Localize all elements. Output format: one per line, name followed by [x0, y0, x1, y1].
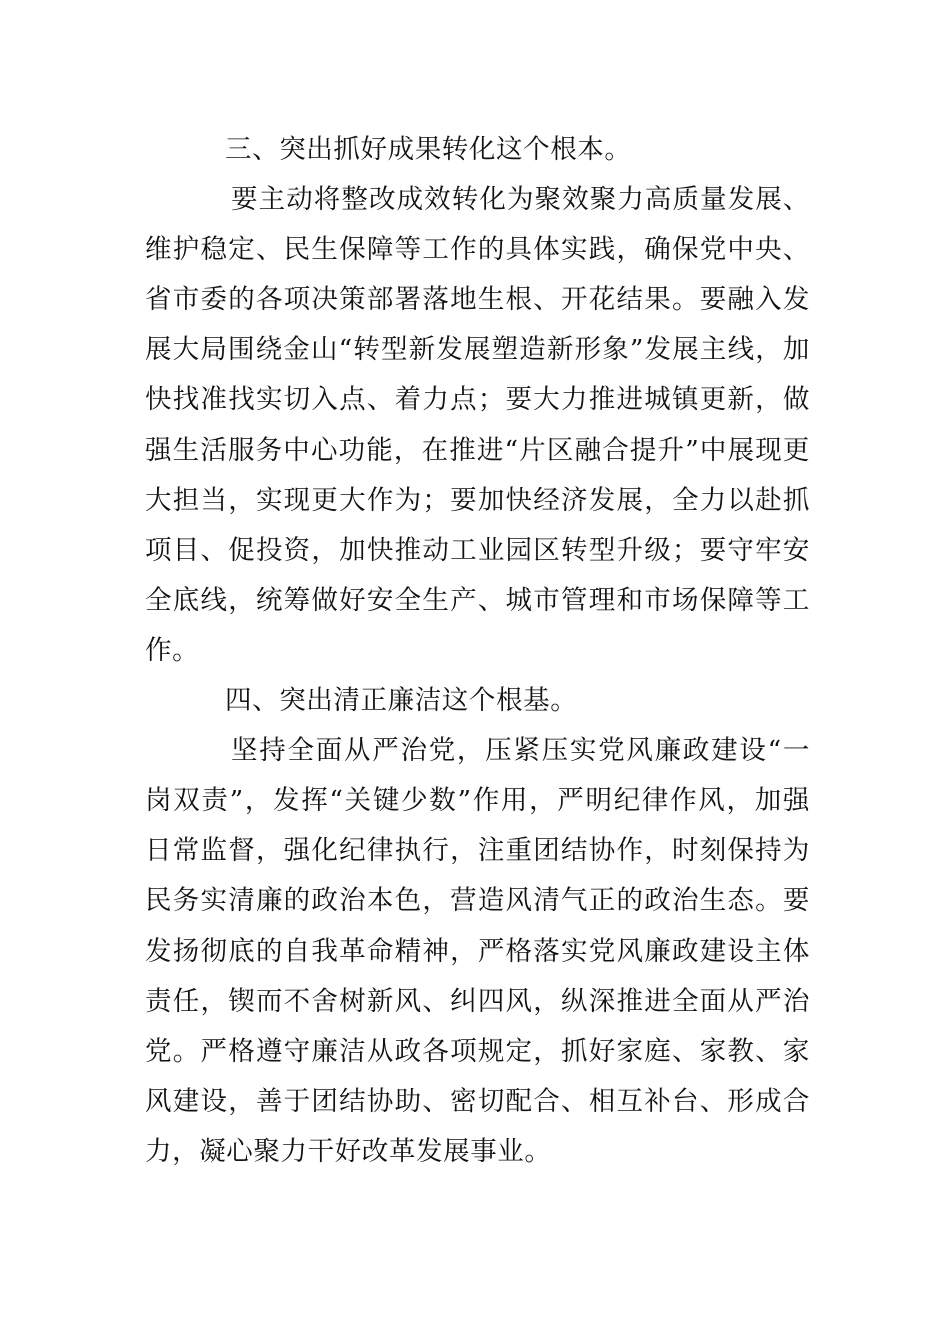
section-3-heading: 三、突出抓好成果转化这个根本。 — [225, 134, 632, 165]
section-4-heading: 四、突出清正廉洁这个根基。 — [225, 685, 578, 717]
section-3-paragraph: 要主动将整改成效转化为聚效聚力高质量发展、维护稳定、民生保障等工作的具体实践，确保党中央、省市委的各项决策部署落地生根、开花结果。要融入发展大局围绕金山“转型新发展塑造新形象”发展主线，加快找准找实切入点、着力点；要大力推进城镇更新，做强生活服务中心功能，在推进“片区融合提升”中展现更大担当，实现更大作为；要加快经济发展，全力以赴抓项目、促投资，加快推动工业园区转型升级；要守牢安全底线，统筹做好安全生产、城市管理和市场保障等工作。 — [145, 184, 810, 666]
section-4-paragraph: 坚持全面从严治党，压紧压实党风廉政建设“一岗双责”，发挥“关键少数”作用，严明纪律作风，加强日常监督，强化纪律执行，注重团结协作，时刻保持为民务实清廉的政治本色，营造风清气正的政治生态。要发扬彻底的自我革命精神，严格落实党风廉政建设主体责任，锲而不舍树新风、纠四风，纵深推进全面从严治党。严格遵守廉洁从政各项规定，抓好家庭、家教、家风建设，善于团结协助、密切配合、相互补台、形成合力，凝心聚力干好改革发展事业。 — [145, 735, 810, 1167]
document-body — [145, 125, 810, 1177]
